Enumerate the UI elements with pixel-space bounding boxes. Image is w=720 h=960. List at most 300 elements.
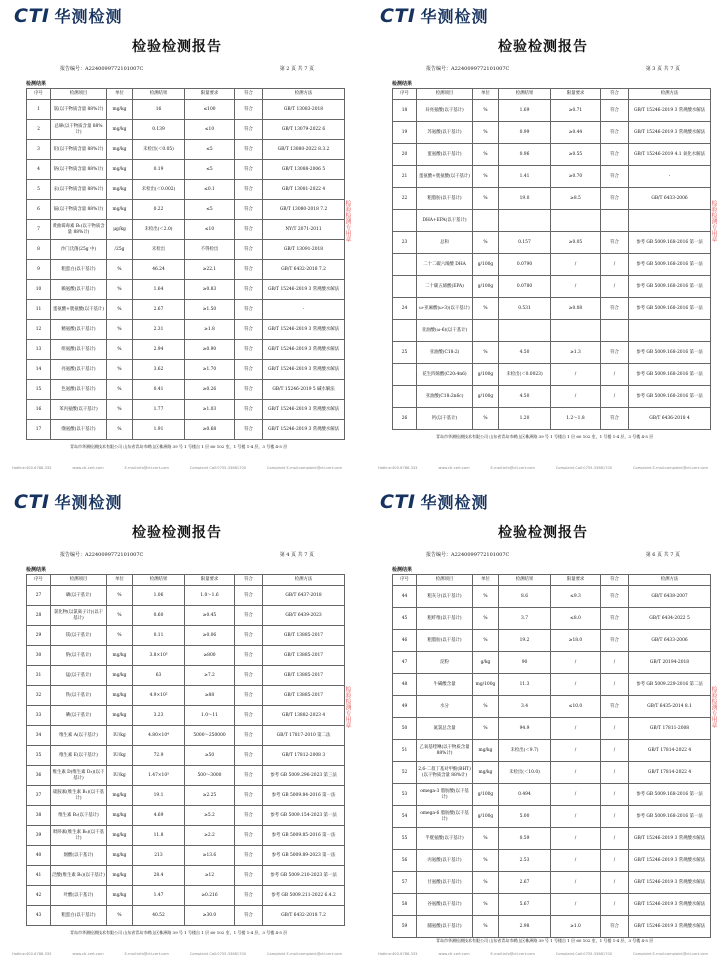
logo-mark: CTI — [380, 4, 416, 27]
table-row — [27, 320, 345, 340]
table-cell: 0.99 — [499, 122, 551, 144]
table-cell: 参考 GB 5009.89-2023 第一法 — [263, 846, 345, 866]
table-cell: % — [107, 586, 133, 606]
table-cell: 2.67 — [499, 872, 551, 894]
table-cell: 叶酸(以干基计) — [51, 886, 107, 906]
table-cell: 23 — [393, 232, 417, 254]
table-cell: 51 — [393, 740, 417, 762]
table-cell: mg/kg — [107, 100, 133, 120]
table-cell: % — [473, 100, 499, 122]
table-row — [27, 260, 345, 280]
table-cell: 19.0 — [499, 188, 551, 210]
table-cell: mg/kg — [107, 826, 133, 846]
table-cell: 符合 — [601, 608, 629, 630]
table-cell: / — [551, 386, 601, 408]
column-header: 符合 — [601, 89, 629, 100]
table-cell: 精氨酸(以干基计) — [51, 320, 107, 340]
table-cell: GB/T 6434-2022 5 — [629, 608, 711, 630]
table-cell: 硫胺素(维生素 B₁)(以干基计) — [51, 786, 107, 806]
table-cell: 26 — [393, 408, 417, 430]
contact-item: Complaint E-mail:complaint@cti-cert.com — [266, 466, 342, 470]
table-row — [27, 666, 345, 686]
table-row — [27, 380, 345, 400]
table-cell: GB/T 15246-2019 3 常规酸水解法 — [263, 360, 345, 380]
table-cell: 脯氨酸(以干基计) — [417, 916, 473, 938]
table-cell: mg/kg — [107, 140, 133, 160]
table-cell: 符合 — [601, 144, 629, 166]
table-cell: 不得检出 — [185, 240, 235, 260]
table-cell: 总和 — [417, 232, 473, 254]
table-cell: GB/T 15246-2019 3 常规酸水解法 — [263, 400, 345, 420]
column-header: 检测结果 — [133, 575, 185, 586]
table-cell: 符合 — [601, 166, 629, 188]
table-cell: 粗纤维(以干基计) — [417, 608, 473, 630]
report-page — [0, 0, 354, 474]
table-cell: 符合 — [235, 140, 263, 160]
table-cell: / — [551, 894, 601, 916]
seal-stamp: 检验检测专用章 — [710, 686, 717, 728]
report-meta — [426, 65, 680, 72]
table-cell: 28.4 — [133, 866, 185, 886]
table-cell: 符合 — [601, 232, 629, 254]
table-cell: 4 — [27, 160, 51, 180]
table-row — [27, 240, 345, 260]
table-cell: 0.11 — [133, 626, 185, 646]
contact-item: Complaint E-mail:complaint@cti-cert.com — [266, 952, 342, 956]
table-cell: GB/T 6432-2018 7.2 — [263, 906, 345, 926]
table-cell: mg/kg — [107, 846, 133, 866]
table-cell: 符合 — [235, 300, 263, 320]
table-cell: g/100g — [473, 254, 499, 276]
table-cell: ≥0.90 — [185, 340, 235, 360]
table-row — [27, 626, 345, 646]
table-cell — [629, 210, 711, 232]
table-cell: 1.47×10³ — [133, 766, 185, 786]
table-cell: 参考 GB 5009.168-2016 第一法 — [629, 298, 711, 320]
column-header: 单位 — [473, 575, 499, 586]
table-cell: 39 — [27, 826, 51, 846]
table-cell: 24 — [393, 298, 417, 320]
contact-item: Complaint Call:0755-33681700 — [189, 466, 247, 470]
table-cell: 41 — [27, 866, 51, 886]
table-cell: 参考 GB 5009.85-2016 第一法 — [263, 826, 345, 846]
table-cell: 52 — [393, 762, 417, 784]
contact-item: Complaint Call:0755-33681700 — [555, 466, 613, 470]
contact-item: Hotline:400-6788-333 — [12, 466, 52, 470]
table-cell: 符合 — [235, 586, 263, 606]
table-cell: GB/T 6435-2014 8.1 — [629, 696, 711, 718]
table-cell: / — [601, 894, 629, 916]
table-cell: 34 — [27, 726, 51, 746]
table-cell: g/100g — [473, 386, 499, 408]
table-cell: 50 — [393, 718, 417, 740]
table-cell: 符合 — [601, 408, 629, 430]
table-row — [27, 606, 345, 626]
table-cell: 符合 — [601, 122, 629, 144]
table-cell: 参考 GB 5009.210-2023 第一法 — [263, 866, 345, 886]
table-cell: 4.50 — [499, 342, 551, 364]
table-cell: 36 — [27, 766, 51, 786]
table-row — [393, 740, 711, 762]
table-cell: / — [601, 276, 629, 298]
table-cell: 11.8 — [133, 826, 185, 846]
table-cell: 符合 — [235, 340, 263, 360]
table-cell: g/100g — [473, 784, 499, 806]
table-cell: % — [473, 872, 499, 894]
table-cell: 符合 — [235, 686, 263, 706]
table-cell: 28 — [27, 606, 51, 626]
results-table — [392, 574, 711, 938]
contact-line — [0, 466, 354, 470]
contact-line — [366, 466, 720, 470]
table-cell: mg/kg — [107, 806, 133, 826]
table-cell: 沙门氏菌(25g 中) — [51, 240, 107, 260]
table-cell: 烟酸(以干基计) — [51, 846, 107, 866]
table-cell: 4.80×10⁴ — [133, 726, 185, 746]
table-cell: % — [473, 408, 499, 430]
table-cell: / — [551, 828, 601, 850]
report-page — [0, 486, 354, 960]
table-cell: GB/T 20194-2018 — [629, 652, 711, 674]
table-cell: ≥1.8 — [185, 320, 235, 340]
cti-logo — [380, 490, 489, 513]
table-cell: 1 — [27, 100, 51, 120]
table-row — [393, 586, 711, 608]
table-cell: GB/T 17814-2022 4 — [629, 740, 711, 762]
table-row — [393, 254, 711, 276]
table-cell: GB/T 13882-2023 4 — [263, 706, 345, 726]
table-cell: 46.24 — [133, 260, 185, 280]
table-cell: 参考 GB 5009.168-2016 第一法 — [629, 386, 711, 408]
table-cell: 赖氨酸(以干基计) — [51, 280, 107, 300]
table-cell: 符合 — [235, 120, 263, 140]
table-cell: 4.50 — [499, 386, 551, 408]
page-footer: 青岛市华测检测技术有限公司 山东省青岛市崂山区株洲路 39 号 1 号楼自 1 层 60 102 室，1 号楼 1-4 层，3 号楼 4-5 层 — [70, 930, 288, 935]
table-cell: omega-3 脂肪酸(以干基计) — [417, 784, 473, 806]
table-cell: GB/T 15246-2019 3 常规酸水解法 — [629, 850, 711, 872]
table-cell: 镁(以干基计) — [51, 626, 107, 646]
table-cell: 铅(以干物质含量 88%计) — [51, 140, 107, 160]
table-cell: 54 — [393, 806, 417, 828]
table-cell: 符合 — [235, 726, 263, 746]
table-cell: mg/kg — [107, 180, 133, 200]
table-cell: mg/kg — [473, 740, 499, 762]
table-cell: mg/kg — [107, 706, 133, 726]
table-cell: / — [601, 674, 629, 696]
table-cell: 33 — [27, 706, 51, 726]
table-row — [393, 122, 711, 144]
table-cell: 总砷(以干物质含量 88%计) — [51, 120, 107, 140]
report-page — [366, 0, 720, 474]
table-cell: % — [473, 144, 499, 166]
results-table — [26, 574, 345, 926]
logo-name: 华测检测 — [54, 7, 123, 26]
table-cell: % — [107, 260, 133, 280]
table-cell: % — [107, 420, 133, 440]
table-cell: ≥7.2 — [185, 666, 235, 686]
section-label: 检测结果 — [392, 567, 413, 573]
contact-item: Hotline:400-6788-333 — [12, 952, 52, 956]
table-row — [393, 652, 711, 674]
table-cell: 符合 — [601, 188, 629, 210]
table-cell: / — [551, 276, 601, 298]
table-cell: GB/T 13080-2018 7.2 — [263, 200, 345, 220]
table-cell: 氮氯总含量 — [417, 718, 473, 740]
table-cell: 粗灰分(以干基计) — [417, 586, 473, 608]
column-header: 符合 — [235, 89, 263, 100]
table-cell: g/100g — [473, 276, 499, 298]
table-cell: GB/T 15246-2019 5 碱水解法 — [263, 380, 345, 400]
column-header: 限量要求 — [551, 89, 601, 100]
table-cell: 符合 — [235, 240, 263, 260]
table-cell: % — [107, 360, 133, 380]
table-cell: 符合 — [235, 420, 263, 440]
report-page — [366, 486, 720, 960]
table-cell: 5.67 — [499, 894, 551, 916]
table-cell: 符合 — [601, 100, 629, 122]
table-cell: 蛋氨酸+胱氨酸(以干基计) — [417, 166, 473, 188]
table-cell: 3.4 — [499, 696, 551, 718]
table-cell: GB/T 15246-2019 3 常规酸水解法 — [263, 340, 345, 360]
contact-item: Complaint E-mail:complaint@cti-cert.com — [632, 952, 708, 956]
table-cell: 符合 — [235, 280, 263, 300]
table-cell: ≥5.2 — [185, 806, 235, 826]
table-cell: 粗脂肪(以干基计) — [417, 630, 473, 652]
table-cell: 8.6 — [499, 586, 551, 608]
section-label: 检测结果 — [26, 567, 47, 573]
table-cell: 4.69 — [133, 806, 185, 826]
report-title: 检验检测报告 — [498, 39, 588, 55]
table-cell: GB/T 15246-2019 3 常规酸水解法 — [263, 320, 345, 340]
table-cell: 22 — [393, 188, 417, 210]
table-cell: 符合 — [235, 706, 263, 726]
table-header-row — [27, 89, 345, 100]
table-cell: ≤5 — [185, 160, 235, 180]
table-cell: ≥0.216 — [185, 886, 235, 906]
table-row — [27, 646, 345, 666]
table-cell: 汞(以干物质含量 88%计) — [51, 180, 107, 200]
table-cell: 29 — [27, 626, 51, 646]
table-cell: ≥0.55 — [551, 144, 601, 166]
table-row — [393, 718, 711, 740]
column-header: 序号 — [393, 89, 417, 100]
table-cell: / — [601, 386, 629, 408]
table-cell: / — [601, 784, 629, 806]
table-cell: 10 — [27, 280, 51, 300]
table-cell: ≥0.26 — [185, 380, 235, 400]
page-number: 第 4 页 共 7 页 — [279, 552, 314, 558]
table-cell: mg/kg — [107, 200, 133, 220]
table-cell: 维生素 A(以干基计) — [51, 726, 107, 746]
logo-name: 华测检测 — [54, 493, 123, 512]
cti-logo — [380, 4, 489, 27]
table-cell: 37 — [27, 786, 51, 806]
report-number: 报告编号：A2240099772101007C — [60, 552, 144, 558]
table-row — [393, 364, 711, 386]
table-row — [27, 120, 345, 140]
table-cell: GB/T 13885-2017 — [263, 666, 345, 686]
table-cell — [393, 276, 417, 298]
table-cell: ≤5 — [185, 200, 235, 220]
table-cell: 氯(以干物质含量 88%计) — [51, 100, 107, 120]
table-cell: 锰(以干基计) — [51, 666, 107, 686]
column-header: 检测项目 — [51, 89, 107, 100]
table-cell — [393, 364, 417, 386]
table-cell: 牛磺酸含量 — [417, 674, 473, 696]
table-cell: 吡哆素(维生素 B₆)(以干基计) — [51, 826, 107, 846]
table-header-row — [27, 575, 345, 586]
table-cell: 1.2～1.8 — [551, 408, 601, 430]
table-cell: % — [107, 300, 133, 320]
table-cell: 参考 GB 5009.168-2016 第一法 — [629, 784, 711, 806]
table-cell: mg/kg — [107, 686, 133, 706]
table-cell: 31 — [27, 666, 51, 686]
table-cell: 16 — [133, 100, 185, 120]
table-cell: GB/T 15246-2019 4.1 氧化水解法 — [629, 144, 711, 166]
table-header-row — [393, 89, 711, 100]
report-meta — [60, 65, 314, 72]
table-cell: 参考 GB 5009.168-2016 第一法 — [629, 806, 711, 828]
table-cell: % — [107, 320, 133, 340]
table-cell: ≤10.0 — [551, 696, 601, 718]
table-cell: 符合 — [235, 626, 263, 646]
table-row — [393, 320, 711, 342]
contact-item: www.cti-cert.com — [72, 952, 104, 956]
table-cell: 符合 — [235, 846, 263, 866]
logo-mark: CTI — [380, 490, 416, 513]
table-cell: 0.139 — [133, 120, 185, 140]
table-cell: / — [551, 652, 601, 674]
table-cell: 符合 — [235, 646, 263, 666]
table-row — [27, 746, 345, 766]
table-cell: 未检出(＜0.05) — [133, 140, 185, 160]
table-cell: ≥30.0 — [185, 906, 235, 926]
table-cell: % — [107, 626, 133, 646]
table-cell: 符合 — [235, 100, 263, 120]
table-cell: 27 — [27, 586, 51, 606]
table-cell: 符合 — [601, 298, 629, 320]
table-cell: 17 — [27, 420, 51, 440]
table-cell: 55 — [393, 828, 417, 850]
table-cell: 符合 — [235, 260, 263, 280]
table-cell: GB/T 13091-2018 — [263, 240, 345, 260]
table-cell: 1.06 — [133, 586, 185, 606]
table-cell: 16 — [27, 400, 51, 420]
table-cell: 符合 — [601, 630, 629, 652]
table-cell: GB/T 6437-2018 — [263, 586, 345, 606]
table-cell: ≥0.08 — [551, 298, 601, 320]
contact-item: Complaint Call:0755-33681700 — [555, 952, 613, 956]
table-cell: 0.0780 — [499, 276, 551, 298]
table-cell: 符合 — [235, 766, 263, 786]
table-cell: GB/T 6439-2023 — [263, 606, 345, 626]
table-cell: 3.7 — [499, 608, 551, 630]
table-cell: GB/T 15246-2019 3 常规酸水解法 — [263, 280, 345, 300]
table-cell: ≥2.2 — [185, 826, 235, 846]
table-cell — [473, 320, 499, 342]
table-cell: 维生素 E(以干基计) — [51, 746, 107, 766]
table-cell: 未检出(＜9.7) — [499, 740, 551, 762]
page-footer: 青岛市华测检测技术有限公司 山东省青岛市崂山区株洲路 39 号 1 号楼自 1 层 60 102 室，1 号楼 1-4 层，3 号楼 4-5 层 — [436, 434, 654, 439]
table-cell: ≥18.0 — [551, 630, 601, 652]
table-cell: 57 — [393, 872, 417, 894]
table-cell: 44 — [393, 586, 417, 608]
table-row — [27, 866, 345, 886]
table-cell: 铁(以干基计) — [51, 686, 107, 706]
table-cell: 黄曲霉毒素 B₁(以干物质含量 88%计) — [51, 220, 107, 240]
table-cell: 缬氨酸(以干基计) — [51, 420, 107, 440]
column-header: 检测项目 — [417, 575, 473, 586]
table-row — [393, 674, 711, 696]
table-cell: 参考 GB 5009.168-2016 第一法 — [629, 254, 711, 276]
table-cell: GB/T 15246-2019 3 常规酸水解法 — [629, 894, 711, 916]
table-cell: 0.22 — [133, 200, 185, 220]
table-row — [27, 200, 345, 220]
table-cell: 48 — [393, 674, 417, 696]
table-cell: 亚油酸(C18:2n6c) — [417, 386, 473, 408]
table-cell: 符合 — [601, 916, 629, 938]
table-cell: 40.52 — [133, 906, 185, 926]
table-cell: GB/T 15246-2019 3 常规酸水解法 — [629, 100, 711, 122]
table-row — [27, 360, 345, 380]
column-header: 序号 — [27, 575, 51, 586]
table-cell: mg/kg — [107, 886, 133, 906]
contact-item: Hotline:400-6788-333 — [378, 466, 418, 470]
table-cell: 32 — [27, 686, 51, 706]
table-cell: IU/kg — [107, 746, 133, 766]
table-cell: 谷氨酸(以干基计) — [417, 894, 473, 916]
table-cell: g/kg — [473, 652, 499, 674]
table-cell: 7 — [27, 220, 51, 240]
table-cell: mg/kg — [107, 666, 133, 686]
table-cell: 0.19 — [133, 160, 185, 180]
table-cell: 符合 — [235, 806, 263, 826]
table-cell: ≥1.50 — [185, 300, 235, 320]
table-row — [393, 608, 711, 630]
table-cell: 0.59 — [499, 828, 551, 850]
contact-item: Complaint Call:0755-33681700 — [189, 952, 247, 956]
table-cell — [393, 210, 417, 232]
table-cell: 3.62 — [133, 360, 185, 380]
table-cell — [499, 320, 551, 342]
table-cell: 46 — [393, 630, 417, 652]
contact-line — [366, 952, 720, 956]
table-cell: ≤10 — [185, 220, 235, 240]
table-cell: 1.77 — [133, 400, 185, 420]
table-cell: 符合 — [235, 220, 263, 240]
table-cell: 59 — [393, 916, 417, 938]
table-cell: g/100g — [473, 806, 499, 828]
table-cell: IU/kg — [107, 726, 133, 746]
table-cell — [551, 320, 601, 342]
table-row — [393, 386, 711, 408]
contact-line — [0, 952, 354, 956]
contact-item: Hotline:400-6788-333 — [378, 952, 418, 956]
table-row — [27, 806, 345, 826]
table-cell: % — [473, 608, 499, 630]
table-cell: g/100g — [473, 364, 499, 386]
table-row — [27, 280, 345, 300]
table-cell: ≥88 — [185, 686, 235, 706]
table-cell: 0.531 — [499, 298, 551, 320]
table-cell: 2.53 — [499, 850, 551, 872]
table-cell: 1.69 — [499, 100, 551, 122]
table-cell: - — [263, 300, 345, 320]
table-cell: mg/kg — [107, 786, 133, 806]
table-cell: ≥0.06 — [185, 626, 235, 646]
table-cell: % — [473, 342, 499, 364]
table-cell: 0.494 — [499, 784, 551, 806]
